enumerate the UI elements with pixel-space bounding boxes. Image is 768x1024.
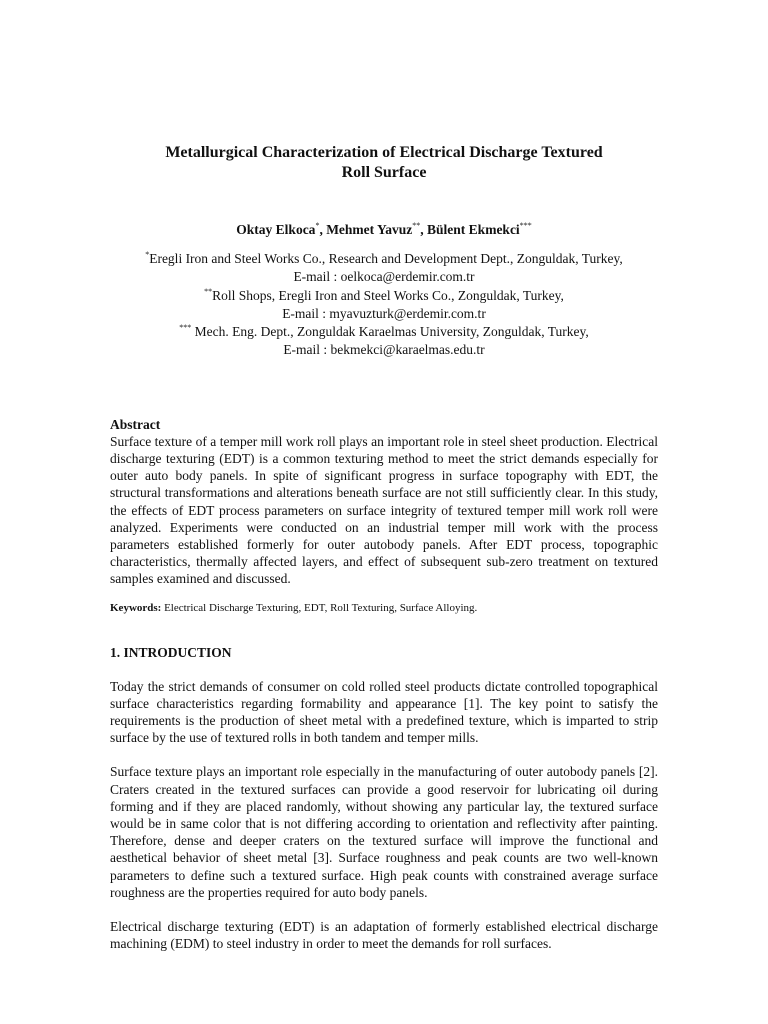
author-separator: , — [420, 222, 428, 237]
affiliation-email — [110, 268, 658, 286]
author-name: Oktay Elkoca — [236, 222, 316, 237]
affiliation-email — [110, 341, 658, 359]
affiliation-line — [110, 287, 658, 305]
author-mark: * — [315, 221, 320, 230]
affiliation-block — [110, 250, 658, 360]
section-heading-introduction: 1. INTRODUCTION — [110, 644, 232, 660]
affiliation-line — [110, 250, 658, 268]
author-list — [110, 221, 658, 239]
keywords-label: Keywords: — [110, 601, 162, 614]
email-text: E-mail : oelkoca@erdemir.com.tr — [293, 269, 475, 285]
affiliation-mark: *** — [179, 323, 192, 333]
author-name: Bülent Ekmekci — [427, 222, 520, 237]
body-paragraph: Electrical discharge texturing (EDT) is an adaptation of formerly established electrical discharge machining (EDM) to steel industry in order to meet the demands for roll surfaces. — [110, 919, 658, 952]
affiliation-mark: ** — [204, 286, 213, 296]
affiliation-mark: * — [145, 250, 150, 259]
author-name: Mehmet Yavuz — [326, 222, 413, 237]
email-text: E-mail : myavuzturk@erdemir.com.tr — [282, 305, 486, 321]
affiliation-text: Mech. Eng. Dept., Zonguldak Karaelmas University, Zonguldak, Turkey, — [191, 324, 589, 340]
author-mark: ** — [412, 221, 421, 230]
title-line-2: Roll Surface — [341, 164, 427, 181]
email-text: E-mail : bekmekci@karaelmas.edu.tr — [283, 342, 485, 358]
affiliation-text: Eregli Iron and Steel Works Co., Research and Development Dept., Zonguldak, Turkey, — [149, 251, 623, 266]
abstract-heading: Abstract — [110, 416, 161, 432]
paper-title — [110, 143, 658, 183]
author-separator: , — [319, 222, 327, 237]
body-paragraph: Today the strict demands of consumer on cold rolled steel products dictate controlled topographical surface characteristics regarding formability and appearance [1]. The key point to satisfy the requirements is the production of sheet metal with a predefined texture, which is imparted to strip surface by the use of textured rolls in both tandem and temper mills. — [110, 678, 658, 746]
author-mark: *** — [519, 221, 532, 230]
abstract-text: Surface texture of a temper mill work roll plays an important role in steel sheet production. Electrical discharge texturing (EDT) is a common texturing method to meet the strict demands especially for outer auto body panels. In spite of significant progress in surface topography with EDT, the structural transformations and alterations beneath surface are not still sufficiently clear. In this study, the effects of EDT process parameters on surface integrity of textured temper mill work roll were analyzed. Experiments were conducted on an industrial temper mill work with the process parameters established formerly for outer autobody panels. After EDT process, topographic characteristics, thermally affected layers, and effect of subsequent sub-zero treatment on textured samples examined and discussed. — [110, 433, 658, 587]
affiliation-line — [110, 323, 658, 341]
affiliation-email — [110, 305, 658, 323]
keywords-text: Electrical Discharge Texturing, EDT, Roll Texturing, Surface Alloying. — [161, 601, 478, 614]
affiliation-text: Roll Shops, Eregli Iron and Steel Works Co., Zonguldak, Turkey, — [212, 287, 564, 303]
keywords-line — [110, 601, 658, 615]
title-line-1: Metallurgical Characterization of Electrical Discharge Textured — [165, 144, 603, 161]
body-paragraph: Surface texture plays an important role especially in the manufacturing of outer autobody panels [2]. Craters created in the textured surfaces can provide a good reservoir for lubricating oil during forming and if they are placed randomly, without showing any particular lay, the textured surface would be in same color that is not differing according to orientation and reflectivity after painting. Therefore, dense and deeper craters on the textured surface will improve the functional and aesthetical behavior of sheet metal [3]. Surface roughness and peak counts are two well-known parameters to define such a textured surface. High peak counts with constrained average surface roughness are the properties required for auto body panels. — [110, 764, 658, 900]
